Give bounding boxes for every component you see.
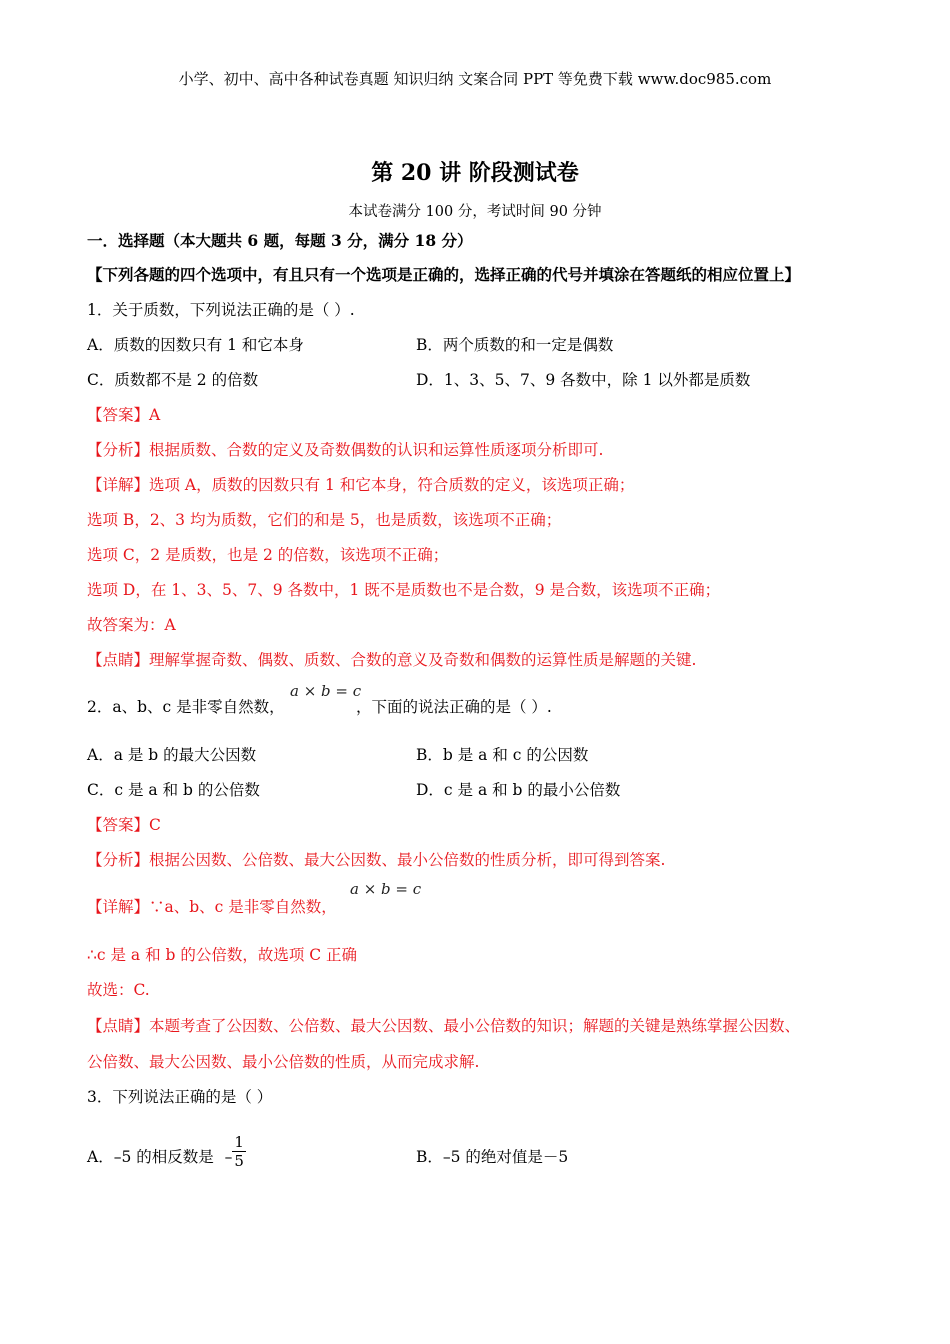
question-2-detail-formula: a × b = c (350, 880, 422, 898)
question-1-analysis: 【分析】根据质数、合数的定义及奇数偶数的认识和运算性质逐项分析即可. (87, 441, 604, 459)
question-2-stem-end: ，下面的说法正确的是（ ）. (356, 698, 552, 716)
question-1-option-d: D．1、3、5、7、9 各数中，除 1 以外都是质数 (416, 371, 751, 389)
fraction-numerator: 1 (234, 1132, 244, 1151)
section-heading: 一．选择题（本大题共 6 题，每题 3 分，满分 18 分） (87, 231, 473, 250)
question-3-option-a-text: A．–5 的相反数是 (87, 1148, 214, 1166)
question-2-detail-1: 【详解】∵a、b、c 是非零自然数， (87, 898, 337, 916)
question-1-conclusion: 故答案为：A (87, 616, 176, 634)
question-3-option-b: B．–5 的绝对值是－5 (416, 1148, 569, 1166)
question-2-conclusion: 故选：C. (87, 981, 150, 999)
question-1-detail-2: 选项 B，2、3 均为质数，它们的和是 5，也是质数，该选项不正确； (87, 511, 562, 529)
question-2-formula: a × b = c (290, 682, 362, 700)
question-1-detail-3: 选项 C，2 是质数，也是 2 的倍数，该选项不正确； (87, 546, 449, 564)
question-1-comment: 【点睛】理解掌握奇数、偶数、质数、合数的意义及奇数和偶数的运算性质是解题的关键. (87, 651, 697, 669)
question-2-stem-start: 2．a、b、c 是非零自然数， (87, 698, 285, 716)
question-1-option-c: C．质数都不是 2 的倍数 (87, 371, 259, 389)
page-title: 第 20 讲 阶段测试卷 (371, 160, 579, 186)
instruction: 【下列各题的四个选项中，有且只有一个选项是正确的，选择正确的代号并填涂在答题纸的相应位置上】 (87, 265, 801, 284)
question-2-comment-2: 公倍数、最大公因数、最小公倍数的性质，从而完成求解. (87, 1053, 480, 1071)
question-3-stem: 3．下列说法正确的是（ ） (87, 1088, 273, 1106)
fraction (232, 1133, 246, 1170)
question-3-option-a (87, 1132, 246, 1170)
question-2-option-d: D．c 是 a 和 b 的最小公倍数 (416, 781, 621, 799)
question-2-detail-2: ∴c 是 a 和 b 的公倍数，故选项 C 正确 (87, 946, 358, 964)
question-2-option-b: B．b 是 a 和 c 的公因数 (416, 746, 589, 764)
question-2-option-a: A．a 是 b 的最大公因数 (87, 746, 257, 764)
question-2-analysis: 【分析】根据公因数、公倍数、最大公因数、最小公倍数的性质分析，即可得到答案. (87, 851, 666, 869)
exam-info: 本试卷满分 100 分，考试时间 90 分钟 (348, 204, 602, 220)
question-1-detail-4: 选项 D，在 1、3、5、7、9 各数中，1 既不是质数也不是合数，9 是合数，该选项不正确； (87, 581, 721, 599)
minus-sign: – (224, 1148, 233, 1166)
fraction-denominator: 5 (234, 1151, 244, 1170)
question-2-comment-1: 【点睛】本题考查了公因数、公倍数、最大公因数、最小公倍数的知识；解题的关键是熟练掌握公因数、 (87, 1017, 801, 1035)
question-1-option-b: B．两个质数的和一定是偶数 (416, 336, 614, 354)
page-header: 小学、初中、高中各种试卷真题 知识归纳 文案合同 PPT 等免费下载 www.doc985.com (178, 70, 772, 88)
question-2-option-c: C．c 是 a 和 b 的公倍数 (87, 781, 260, 799)
question-2-answer: 【答案】C (87, 816, 161, 834)
question-1-detail-1: 【详解】选项 A，质数的因数只有 1 和它本身，符合质数的定义，该选项正确； (87, 476, 635, 494)
question-1-answer: 【答案】A (87, 406, 161, 424)
question-1-option-a: A．质数的因数只有 1 和它本身 (87, 336, 304, 354)
question-1-stem: 1．关于质数，下列说法正确的是（ ）. (87, 301, 355, 319)
